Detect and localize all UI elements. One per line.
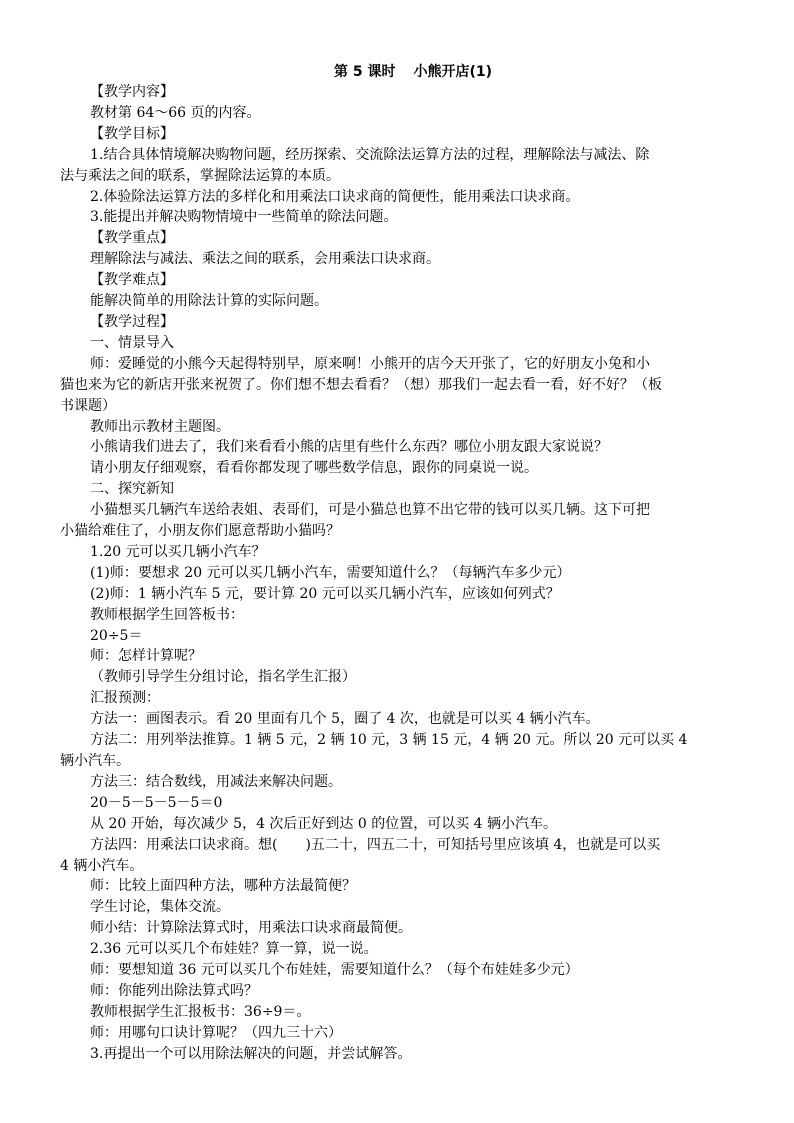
text-line: 学生讨论，集体交流。 — [90, 899, 230, 916]
text-line: 法与乘法之间的联系，掌握除法运算的本质。 — [60, 167, 340, 184]
text-line: 师：爱睡觉的小熊今天起得特别早，原来啊！小熊开的店今天开张了，它的好朋友小兔和小 — [90, 355, 650, 372]
text-line: （教师引导学生分组讨论，指名学生汇报） — [90, 669, 356, 686]
text-line: 小猫想买几辆汽车送给表姐、表哥们，可是小猫总也算不出它带的钱可以买几辆。这下可把 — [90, 502, 650, 519]
text-line: 2.36 元可以买几个布娃娃？算一算，说一说。 — [90, 941, 378, 958]
text-line: 教材第 64～66 页的内容。 — [90, 104, 261, 121]
lesson-name: 小熊开店(1) — [413, 64, 493, 80]
text-line: 请小朋友仔细观察，看看你都发现了哪些数学信息，跟你的同桌说一说。 — [90, 460, 538, 477]
text-line: 方法一：画图表示。看 20 里面有几个 5，圈了 4 次，也就是可以买 4 辆小汽车。 — [90, 711, 600, 728]
lesson-body — [60, 82, 738, 1065]
text-line: 教师根据学生汇报板书：36÷9＝。 — [90, 1003, 311, 1020]
text-line: 辆小汽车。 — [60, 753, 130, 769]
text-line: 4 辆小汽车。 — [60, 857, 144, 874]
text-line: 20÷5＝ — [90, 627, 143, 644]
text-line: 猫也来为它的新店开张来祝贺了。你们想不想去看看？（想）那我们一起去看一看，好不好？（板 — [60, 376, 662, 393]
text-line: 从 20 开始，每次减少 5，4 次后正好到达 0 的位置，可以买 4 辆小汽车。 — [90, 815, 558, 832]
text-line: 20－5－5－5－5＝0 — [90, 794, 223, 811]
text-line: 师：你能列出除法算式吗？ — [90, 982, 258, 999]
text-line: 二、探究新知 — [90, 481, 174, 498]
text-line: 【教学目标】 — [90, 125, 174, 142]
text-line: 3.再提出一个可以用除法解决的问题，并尝试解答。 — [90, 1045, 412, 1062]
text-line: 汇报预测： — [90, 690, 160, 707]
text-line: 理解除法与减法、乘法之间的联系，会用乘法口诀求商。 — [90, 251, 440, 268]
text-line: 教师根据学生回答板书： — [90, 606, 244, 623]
text-line: 小熊请我们进去了，我们来看看小熊的店里有些什么东西？哪位小朋友跟大家说说？ — [90, 439, 608, 456]
text-line: 师：怎样计算呢？ — [90, 648, 202, 665]
text-line: 【教学难点】 — [90, 272, 174, 289]
text-line: 方法四：用乘法口诀求商。想( )五二十，四五二十，可知括号里应该填 4，也就是可以买 — [90, 836, 661, 853]
text-line: 能解决简单的用除法计算的实际问题。 — [90, 293, 328, 310]
text-line: 师小结：计算除法算式时，用乘法口诀求商最简便。 — [90, 920, 412, 937]
lesson-number: 第 5 课时 — [333, 64, 396, 80]
text-line: 小猫给难住了，小朋友你们愿意帮助小猫吗？ — [60, 523, 340, 540]
text-line: 3.能提出并解决购物情境中一些简单的除法问题。 — [90, 209, 398, 226]
text-line: (1)师：要想求 20 元可以买几辆小汽车，需要知道什么？（每辆汽车多少元） — [90, 564, 571, 581]
text-line: 师：比较上面四种方法，哪种方法最简便？ — [90, 878, 356, 895]
text-line: 一、情景导入 — [90, 334, 174, 351]
lesson-title — [88, 62, 738, 83]
text-line: 书课题） — [60, 397, 116, 414]
text-line: 【教学重点】 — [90, 230, 174, 247]
text-line: 方法二：用列举法推算。1 辆 5 元，2 辆 10 元，3 辆 15 元，4 辆 20 元。所以 20 元可以买 4 — [90, 732, 688, 749]
text-line: 师：用哪句口诀计算呢？（四九三十六） — [90, 1024, 342, 1041]
text-line: 【教学过程】 — [90, 313, 174, 330]
text-line: 2.体验除法运算方法的多样化和用乘法口诀求商的简便性，能用乘法口诀求商。 — [90, 188, 580, 205]
text-line: 师：要想知道 36 元可以买几个布娃娃，需要知道什么？（每个布娃娃多少元） — [90, 962, 579, 979]
text-line: 1.20 元可以买几辆小汽车？ — [90, 543, 266, 560]
text-line: 教师出示教材主题图。 — [90, 418, 230, 435]
text-line: 方法三：结合数线，用减法来解决问题。 — [90, 773, 342, 790]
text-line: 1.结合具体情境解决购物问题，经历探索、交流除法运算方法的过程，理解除法与减法、除 — [90, 146, 650, 163]
text-line: 【教学内容】 — [90, 84, 174, 100]
text-line: (2)师：1 辆小汽车 5 元，要计算 20 元可以买几辆小汽车，应该如何列式？ — [90, 585, 560, 602]
